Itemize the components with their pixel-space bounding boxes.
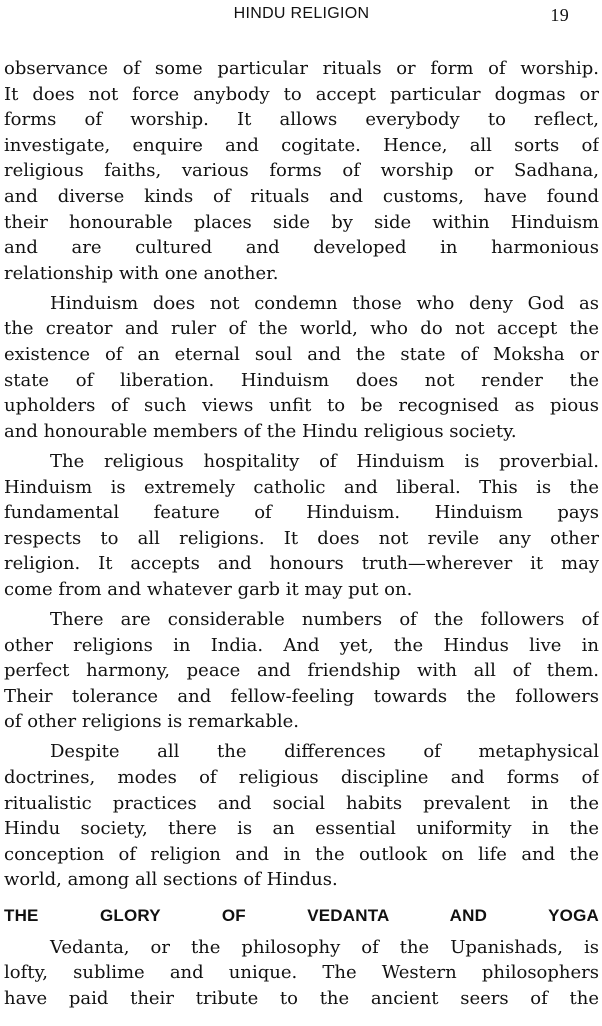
text-line: investigate, enquire and cogitate. Hence, all sorts of [4, 134, 599, 156]
page-number: 19 [550, 5, 569, 25]
text-line: Their tolerance and fellow-feeling towards the followers [4, 685, 599, 707]
text-line: It does not force anybody to accept particular dogmas or [4, 83, 599, 105]
section-paragraph-1 [4, 935, 599, 1012]
text-line: Hinduism is extremely catholic and liberal. This is the [4, 476, 599, 498]
text-line: ritualistic practices and social habits prevalent in the [4, 792, 599, 814]
text-line: existence of an eternal soul and the state of Moksha or [4, 344, 599, 366]
text-line: other religions in India. And yet, the Hindus live in [4, 634, 599, 656]
paragraph-3 [4, 449, 599, 603]
text-line: Hinduism does not condemn those who deny God as [50, 292, 599, 314]
paragraph-1 [4, 56, 599, 286]
text-line: of other religions is remarkable. [4, 711, 299, 733]
text-line: doctrines, modes of religious discipline and forms of [4, 767, 599, 789]
text-line: and diverse kinds of rituals and customs, have found [4, 185, 599, 207]
body-text [4, 56, 599, 1011]
text-line: and honourable members of the Hindu religious society. [4, 420, 517, 442]
text-line: upholders of such views unfit to be recognised as pious [4, 395, 599, 417]
text-line: have paid their tribute to the ancient seers of the [4, 987, 599, 1009]
text-line: world, among all sections of Hindus. [4, 869, 338, 891]
text-line: religion. It accepts and honours truth—wherever it may [4, 553, 599, 575]
text-line: conception of religion and in the outlook on life and the [4, 843, 599, 865]
running-head [4, 0, 599, 30]
text-line: and are cultured and developed in harmonious [4, 237, 599, 259]
text-line: lofty, sublime and unique. The Western philosophers [4, 962, 599, 984]
text-line: state of liberation. Hinduism does not render the [4, 369, 599, 391]
text-line: There are considerable numbers of the followers of [50, 608, 599, 630]
text-line: fundamental feature of Hinduism. Hinduism pays [4, 502, 599, 524]
text-line: come from and whatever garb it may put on. [4, 578, 413, 600]
paragraph-5 [4, 739, 599, 893]
text-line: The religious hospitality of Hinduism is proverbial. [50, 450, 599, 472]
text-line: their honourable places side by side within Hinduism [4, 211, 599, 233]
paragraph-2 [4, 291, 599, 445]
text-line: the creator and ruler of the world, who do not accept the [4, 318, 599, 340]
running-title: HINDU RELIGION [233, 5, 370, 22]
text-line: relationship with one another. [4, 262, 279, 284]
text-line: perfect harmony, peace and friendship with all of them. [4, 660, 599, 682]
paragraph-4 [4, 607, 599, 735]
text-line: Vedanta, or the philosophy of the Upanishads, is [50, 936, 599, 958]
text-line: religious faiths, various forms of worship or Sadhana, [4, 160, 599, 182]
text-line: Despite all the differences of metaphysical [50, 741, 599, 763]
text-line: forms of worship. It allows everybody to reflect, [4, 109, 599, 131]
text-line: observance of some particular rituals or form of worship. [4, 58, 599, 79]
section-heading: THE GLORY OF VEDANTA AND YOGA [4, 906, 599, 925]
text-line: Hindu society, there is an essential uniformity in the [4, 818, 599, 840]
text-line: respects to all religions. It does not revile any other [4, 527, 599, 549]
